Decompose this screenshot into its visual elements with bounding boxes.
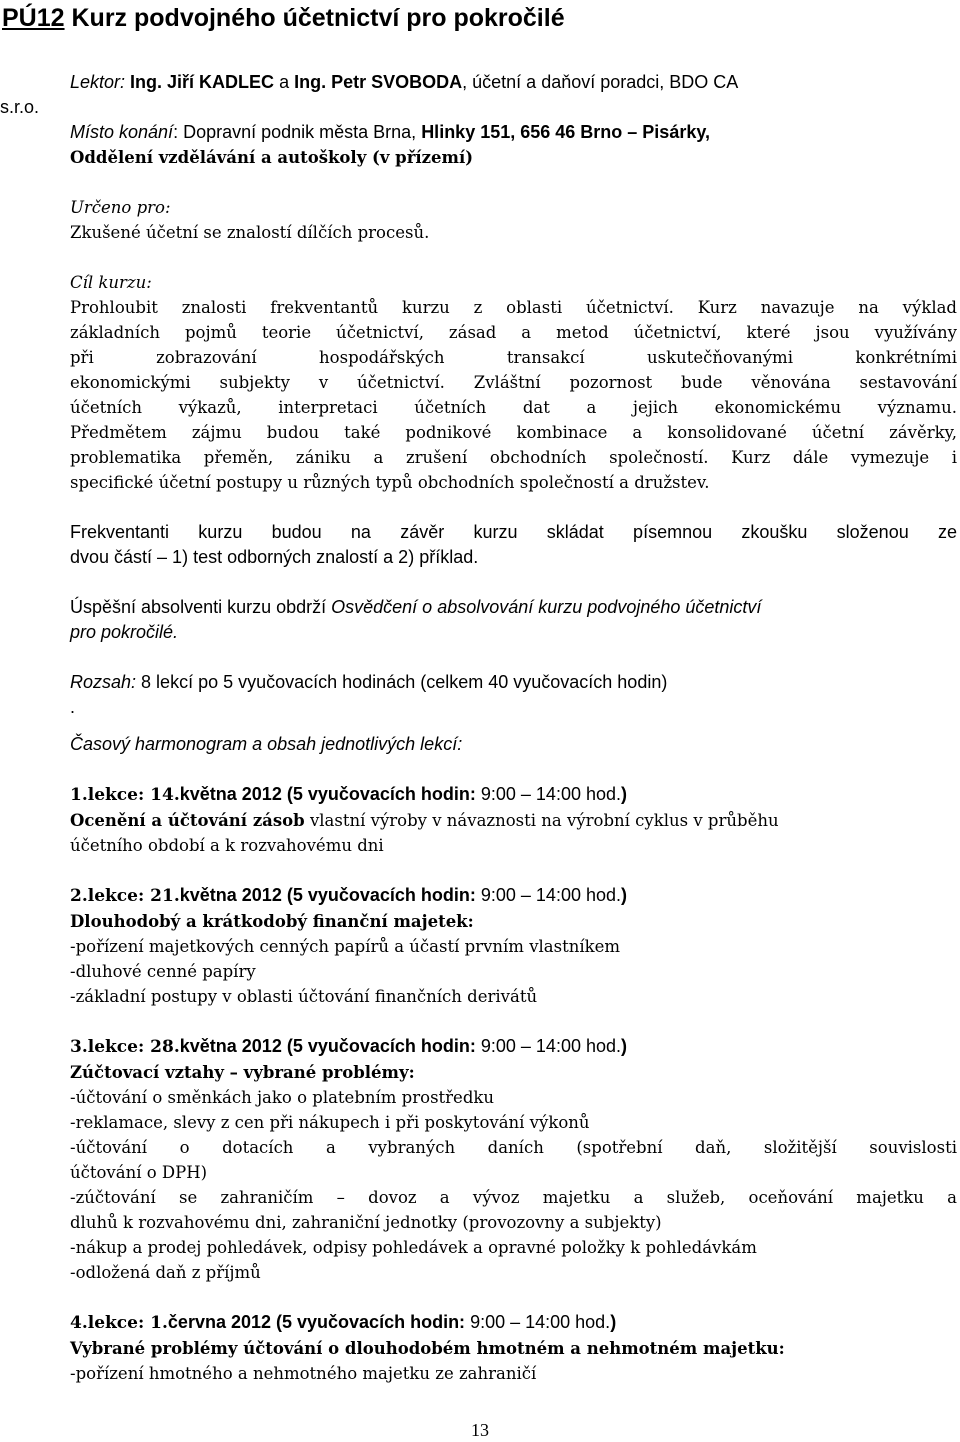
goal-line: Prohloubit znalosti frekventantů kurzu z oblasti účetnictví. Kurz navazuje na výklad — [70, 298, 957, 317]
certificate-line-2 — [70, 620, 957, 645]
lesson-date: června 2012 (5 vyučovacích hodin: — [167, 1312, 466, 1332]
spacer — [70, 645, 957, 670]
venue-line-2 — [70, 145, 957, 170]
goal-line: problematika přeměn, zániku a zrušení obchodních společností. Kurz dále vymezuje i — [70, 448, 957, 467]
spacer — [70, 245, 957, 270]
certificate-title: Osvědčení o absolvování kurzu podvojného účetnictví — [331, 597, 762, 617]
spacer — [70, 570, 957, 595]
lesson-topic-bold: Dlouhodobý a krátkodobý finanční majetek: — [70, 912, 474, 931]
spacer — [70, 858, 957, 883]
scope-text: 8 lekcí po 5 vyučovacích hodinách (celkem 40 vyučovacích hodin) — [136, 672, 668, 692]
lesson-paren: ) — [610, 1312, 617, 1332]
schedule-heading-text: Časový harmonogram a obsah jednotlivých lekcí: — [70, 734, 463, 754]
goal-line: při zobrazování hospodářských transakcí uskutečňovanými konkrétními — [70, 348, 957, 367]
lecturer-label: Lektor: — [70, 72, 126, 92]
lesson-paren: ) — [621, 885, 627, 905]
goal-label — [70, 270, 957, 295]
venue-label: Místo konání — [70, 122, 174, 142]
lesson-time: 9:00 – 14:00 hod. — [475, 784, 621, 804]
scope-label: Rozsah: — [70, 672, 137, 692]
lesson-date: května 2012 (5 vyučovacích hodin: — [179, 885, 476, 905]
lesson-item: dluhů k rozvahovému dni, zahraniční jednotky (provozovny a subjekty) — [70, 1213, 662, 1232]
audience-block — [70, 195, 957, 245]
lecturer-block — [0, 70, 957, 120]
lesson-number: 3.lekce: 28. — [70, 1037, 180, 1057]
goal-line: Předmětem zájmu budou také podnikové kombinace a konsolidované účetní závěrky, — [70, 423, 957, 442]
lesson-item: -reklamace, slevy z cen při nákupech i při poskytování výkonů — [70, 1113, 590, 1132]
lesson-item: -účtování o dotacích a vybraných daních (spotřební daň, složitější souvislosti — [70, 1138, 957, 1157]
lesson-number: 2.lekce: 21. — [70, 886, 180, 906]
goal-line: účetních výkazů, interpretaci účetních dat a jejich ekonomickému významu. — [70, 398, 957, 417]
certificate-title-2: pro pokročilé. — [70, 622, 179, 642]
page-title — [2, 4, 565, 33]
goal-line: specifické účetní postupy u různých typů obchodních společností a družstev. — [70, 473, 710, 492]
lesson-header — [70, 1034, 957, 1060]
audience-label-text: Určeno pro: — [70, 198, 171, 217]
spacer — [70, 1285, 957, 1310]
goal-block — [70, 270, 957, 495]
lesson-header — [70, 1310, 957, 1336]
lecturer-rest: , účetní a daňoví poradci, BDO CA — [462, 72, 739, 92]
goal-label-text: Cíl kurzu: — [70, 273, 152, 292]
lesson-topic — [70, 909, 957, 934]
spacer — [70, 720, 957, 732]
lecturer-line — [70, 70, 957, 95]
lesson-topic-rest: vlastní výroby v návaznosti na výrobní cyklus v průběhu — [304, 811, 779, 830]
spacer — [70, 1009, 957, 1034]
lesson — [70, 1310, 957, 1386]
page-number: 13 — [471, 1420, 489, 1440]
scope-block — [70, 670, 957, 720]
lesson-item: -nákup a prodej pohledávek, odpisy pohledávek a opravné položky k pohledávkám — [70, 1238, 757, 1257]
spacer — [70, 170, 957, 195]
goal-line: ekonomickými subjekty v účetnictví. Zvláštní pozornost bude věnována sestavování — [70, 373, 957, 392]
lesson-topic-line-2: účetního období a k rozvahovému dni — [70, 836, 384, 855]
lecturer-and: a — [279, 72, 290, 92]
lesson-item: -účtování o směnkách jako o platebním prostředku — [70, 1088, 495, 1107]
spacer — [70, 757, 957, 782]
certificate-line — [70, 595, 957, 620]
lesson-paren: ) — [621, 784, 627, 804]
certificate-block — [70, 595, 957, 645]
document-body — [0, 70, 957, 1386]
lesson-date: května 2012 (5 vyučovacích hodin: — [179, 784, 476, 804]
venue-line — [70, 120, 957, 145]
venue-block — [70, 120, 957, 170]
lecturer-line-2: s.r.o. — [0, 97, 40, 117]
lesson-item: -dluhové cenné papíry — [70, 962, 256, 981]
lesson-item: -pořízení majetkových cenných papírů a účastí prvním vlastníkem — [70, 937, 621, 956]
scope-dot: . — [70, 697, 76, 717]
exam-line: dvou částí – 1) test odborných znalostí a 2) příklad. — [70, 547, 479, 567]
lesson-paren: ) — [621, 1036, 627, 1056]
lesson-number: 4.lekce: 1. — [70, 1313, 168, 1333]
lesson-topic — [70, 1336, 957, 1361]
lecturer-name-2: Ing. Petr SVOBODA — [294, 72, 463, 92]
lesson-header — [70, 883, 957, 909]
course-code: PÚ12 — [2, 4, 65, 32]
lesson-topic-bold: Zúčtovací vztahy – vybrané problémy: — [70, 1063, 415, 1082]
lesson-time: 9:00 – 14:00 hod. — [465, 1312, 611, 1332]
lesson-item: -pořízení hmotného a nehmotného majetku ze zahraničí — [70, 1364, 537, 1383]
scope-line — [70, 670, 957, 695]
lesson-header — [70, 782, 957, 808]
lesson-topic-bold: Ocenění a účtování zásob — [70, 811, 305, 830]
lesson — [70, 782, 957, 858]
venue-bold-1: Hlinky 151, 656 46 Brno – Pisárky, — [421, 122, 711, 142]
lesson-item: -základní postupy v oblasti účtování finančních derivátů — [70, 987, 538, 1006]
lesson-topic-bold: Vybrané problémy účtování o dlouhodobém hmotném a nehmotném majetku: — [70, 1339, 785, 1358]
lesson — [70, 1034, 957, 1285]
course-title: Kurz podvojného účetnictví pro pokročilé — [71, 4, 565, 32]
audience-label — [70, 195, 957, 220]
lesson — [70, 883, 957, 1009]
exam-block — [70, 520, 957, 570]
lesson-time: 9:00 – 14:00 hod. — [475, 885, 621, 905]
lecturer-name-1: Ing. Jiří KADLEC — [130, 72, 275, 92]
lesson-item: -odložená daň z příjmů — [70, 1263, 261, 1282]
venue-text: : Dopravní podnik města Brna, — [173, 122, 422, 142]
lesson-number: 1.lekce: 14. — [70, 785, 180, 805]
spacer — [70, 495, 957, 520]
exam-line: Frekventanti kurzu budou na závěr kurzu skládat písemnou zkoušku složenou ze — [70, 522, 957, 542]
lesson-item: účtování o DPH) — [70, 1163, 208, 1182]
audience-text: Zkušené účetní se znalostí dílčích procesů. — [70, 223, 430, 242]
lesson-time: 9:00 – 14:00 hod. — [475, 1036, 621, 1056]
schedule-heading — [70, 732, 957, 757]
lesson-item: -zúčtování se zahraničím – dovoz a vývoz majetku a služeb, oceňování majetku a — [70, 1188, 957, 1207]
lesson-topic — [70, 808, 957, 833]
venue-bold-2: Oddělení vzdělávání a autoškoly (v přízemí) — [70, 148, 474, 167]
lesson-topic — [70, 1060, 957, 1085]
certificate-text: Úspěšní absolventi kurzu obdrží — [70, 597, 332, 617]
goal-line: základních pojmů teorie účetnictví, zásad a metod účetnictví, které jsou využívány — [70, 323, 957, 342]
lesson-date: května 2012 (5 vyučovacích hodin: — [179, 1036, 476, 1056]
